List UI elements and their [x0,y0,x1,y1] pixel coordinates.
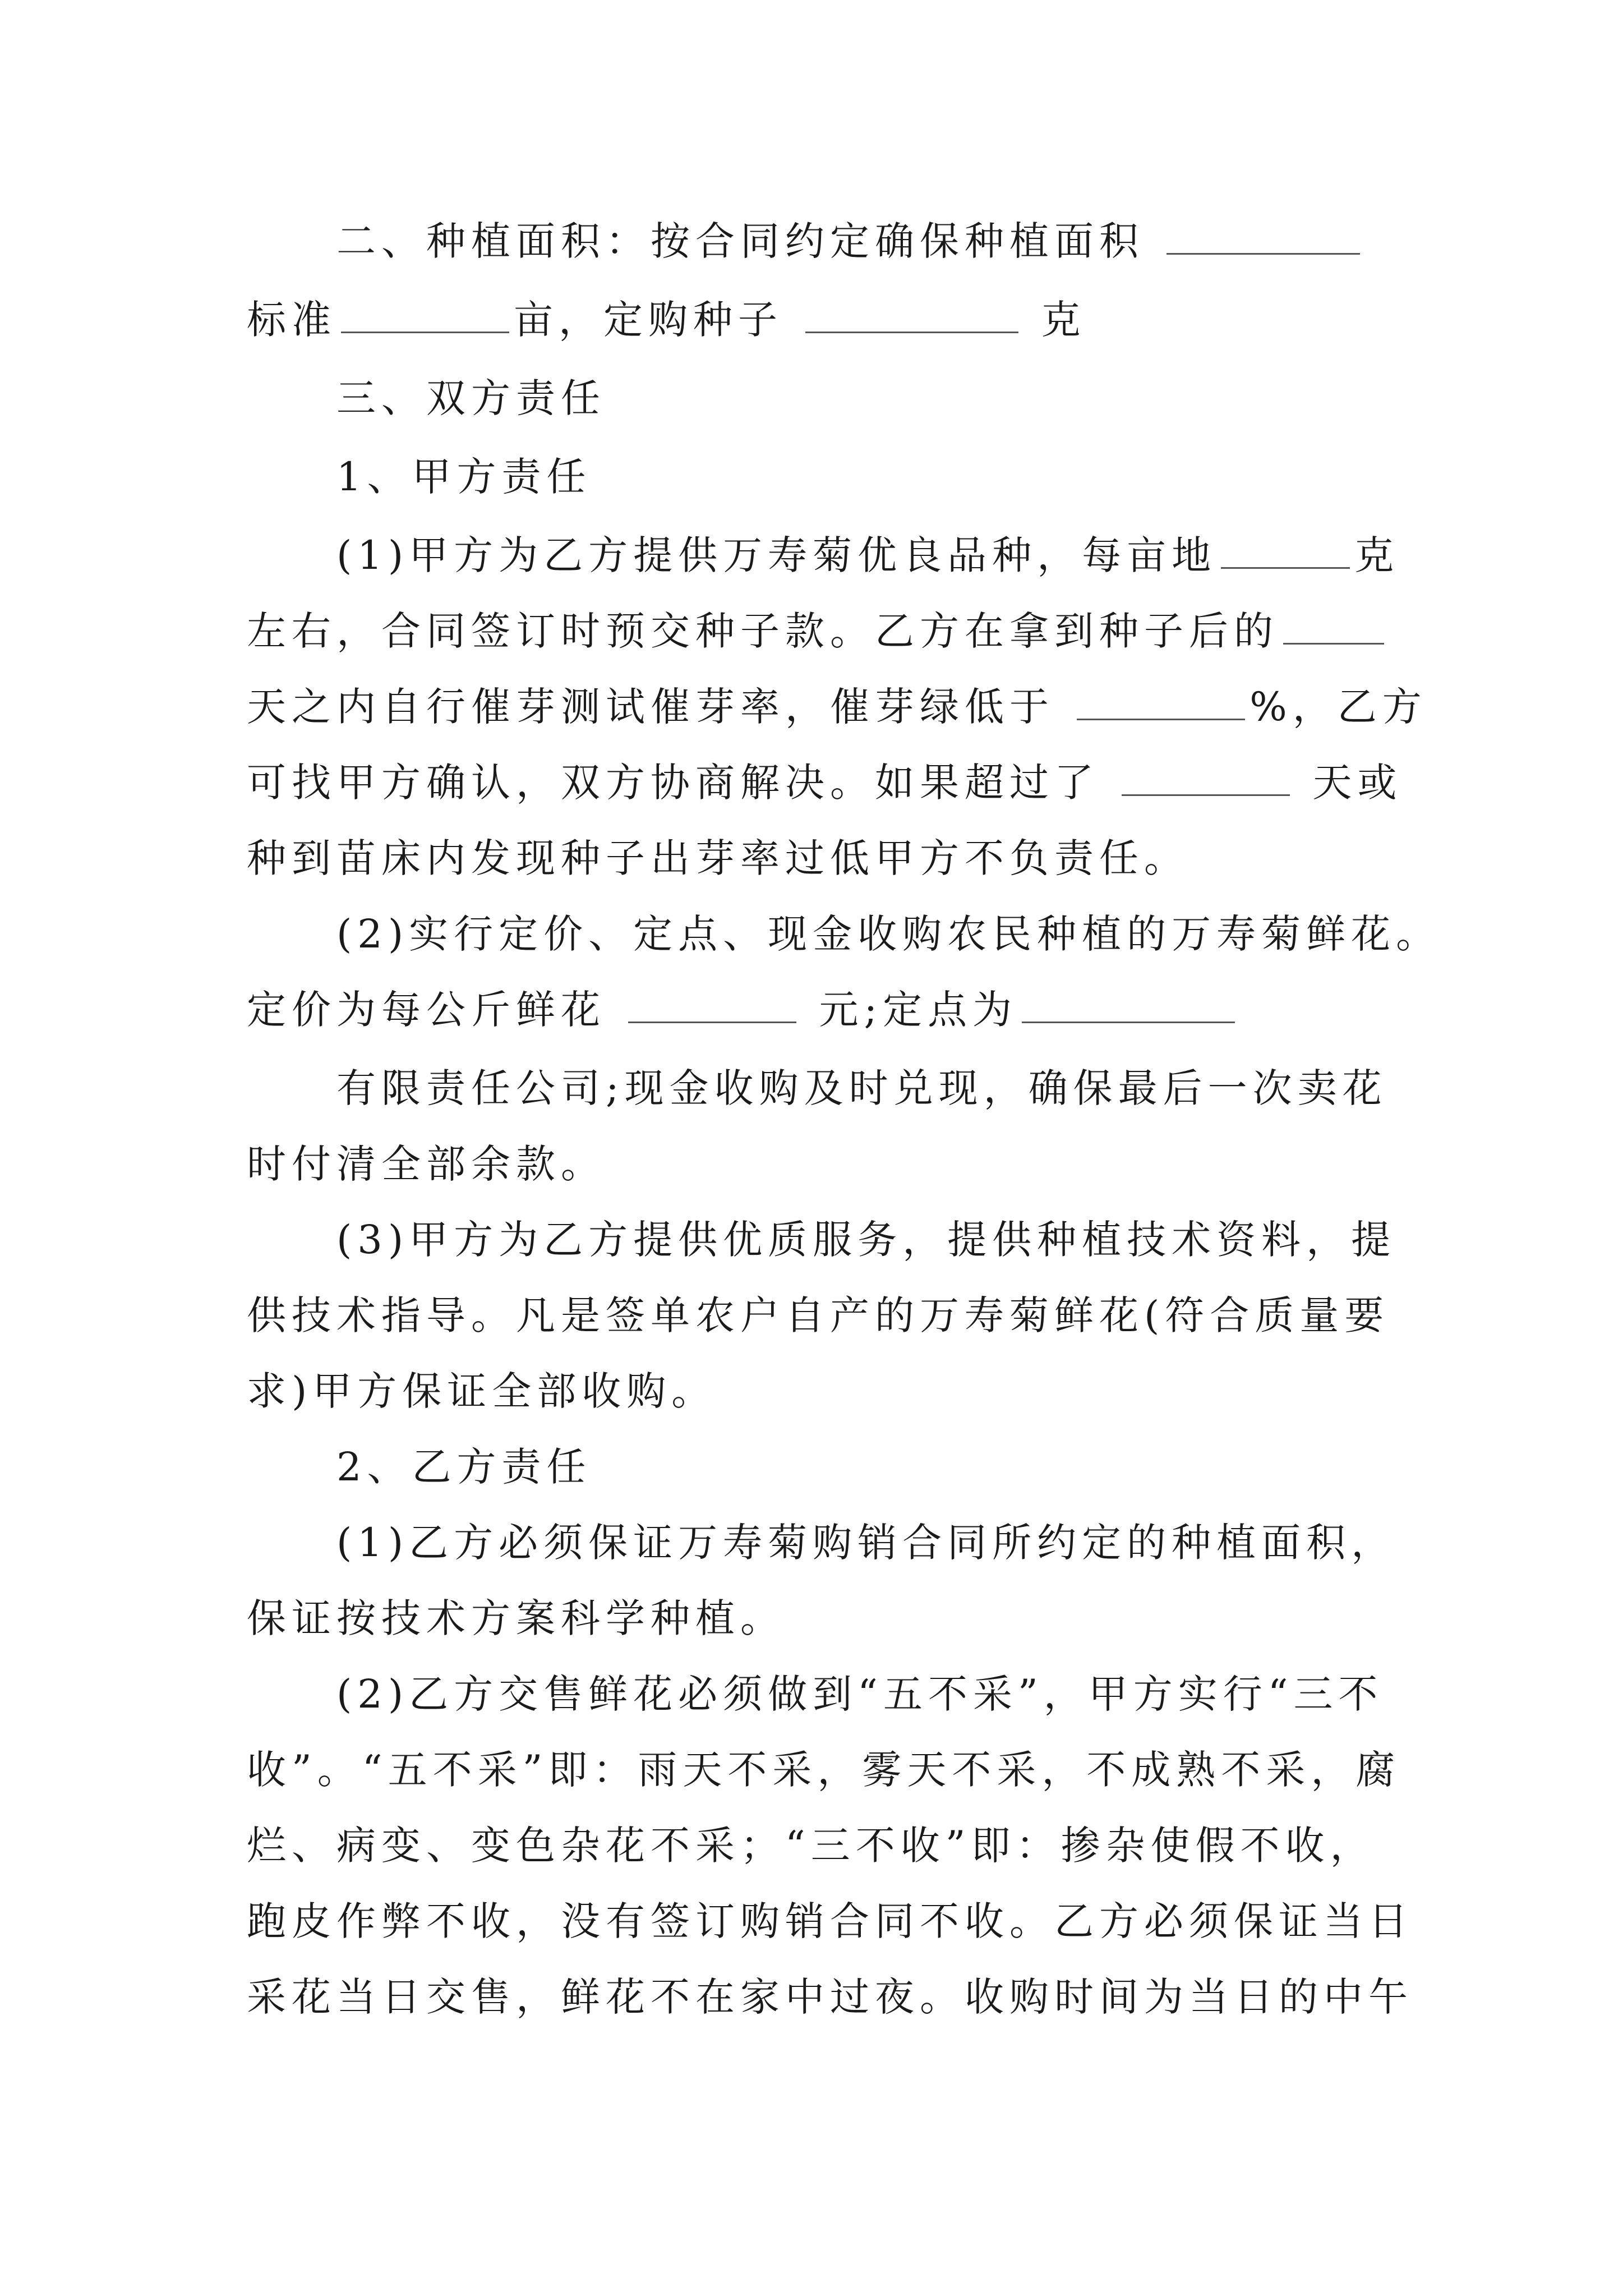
fill-in-blank[interactable] [1022,981,1235,1023]
fill-in-blank[interactable] [1122,754,1290,796]
text-segment: (2)乙方交售鲜花必须做到“五不采”，甲方实行“三不 [336,1671,1384,1717]
text-segment: (2)实行定价、定点、现金收购农民种植的万寿菊鲜花。 [336,911,1441,957]
fill-in-blank[interactable] [1166,213,1360,255]
text-segment: 跑皮作弊不收，没有签订购销合同不收。乙方必须保证当日 [247,1898,1413,1944]
text-segment: 定价为每公斤鲜花 [247,987,624,1033]
text-line [336,1206,1396,1273]
text-line [247,1736,1401,1803]
text-line [336,208,1391,275]
text-segment: 采花当日交售，鲜花不在家中过夜。收购时间为当日的中午 [247,1974,1413,2020]
text-segment: 保证按技术方案科学种植。 [247,1595,785,1641]
text-segment: 克 [1354,532,1400,578]
text-line [247,1812,1391,1879]
text-line [247,286,1391,353]
text-segment: 亩，定购种子 [514,297,801,343]
text-line [247,1282,1391,1349]
text-line [247,597,1391,665]
fill-in-blank[interactable] [1283,602,1384,645]
text-segment: 烂、病变、变色杂花不采；“三不收”即：掺杂使假不收， [247,1823,1375,1869]
fill-in-blank[interactable] [628,981,796,1023]
fill-in-blank[interactable] [805,291,1018,333]
text-segment: 可找甲方确认，双方协商解决。如果超过了 [247,760,1118,806]
text-segment: %，乙方 [1249,684,1427,730]
text-segment: 二、种植面积：按合同约定确保种植面积 [336,218,1163,264]
text-line [247,673,1427,740]
text-line [336,1660,1391,1728]
fill-in-blank[interactable] [341,291,509,333]
text-segment: 天或 [1294,760,1403,806]
subsection-heading [336,443,1481,510]
text-segment: 求)甲方保证全部收购。 [247,1368,717,1414]
text-segment: 克 [1023,297,1086,343]
text-segment: 时付清全部余款。 [247,1141,606,1187]
text-line [247,749,1403,816]
text-segment: 1、甲方责任 [336,454,592,500]
subsection-heading [336,1433,1481,1501]
fill-in-blank[interactable] [1221,527,1350,569]
text-segment: 有限责任公司;现金收购及时兑现，确保最后一次卖花 [336,1065,1387,1111]
text-line [336,1055,1391,1122]
text-segment: 三、双方责任 [336,375,606,421]
text-segment: 种到苗床内发现种子出芽率过低甲方不负责任。 [247,835,1189,881]
text-segment: 2、乙方责任 [336,1444,592,1490]
text-line [247,1888,1413,1955]
text-line [336,1509,1396,1576]
fill-in-blank[interactable] [1077,678,1245,720]
text-line [247,976,1391,1043]
text-segment: 标准 [247,297,336,343]
text-segment: 收”。“五不采”即：雨天不采，雾天不采，不成熟不采，腐 [247,1747,1401,1793]
text-line [247,1585,1391,1652]
text-segment: 左右，合同签订时预交种子款。乙方在拿到种子后的 [247,608,1279,654]
text-line [247,1358,1391,1425]
text-segment: (1)甲方为乙方提供万寿菊优良品种，每亩地 [336,532,1217,578]
text-line [247,1130,1391,1198]
text-segment: (1)乙方必须保证万寿菊购销合同所约定的种植面积， [336,1520,1396,1566]
text-segment: 天之内自行催芽测试催芽率，催芽绿低于 [247,684,1073,730]
section-heading [336,365,1481,432]
text-segment: 供技术指导。凡是签单农户自产的万寿菊鲜花(符合质量要 [247,1292,1390,1338]
text-line [247,1963,1413,2031]
text-line [336,522,1400,589]
text-segment: (3)甲方为乙方提供优质服务，提供种植技术资料，提 [336,1217,1396,1263]
text-line [336,900,1441,968]
text-segment: 元;定点为 [801,987,1018,1033]
text-line [247,825,1391,892]
